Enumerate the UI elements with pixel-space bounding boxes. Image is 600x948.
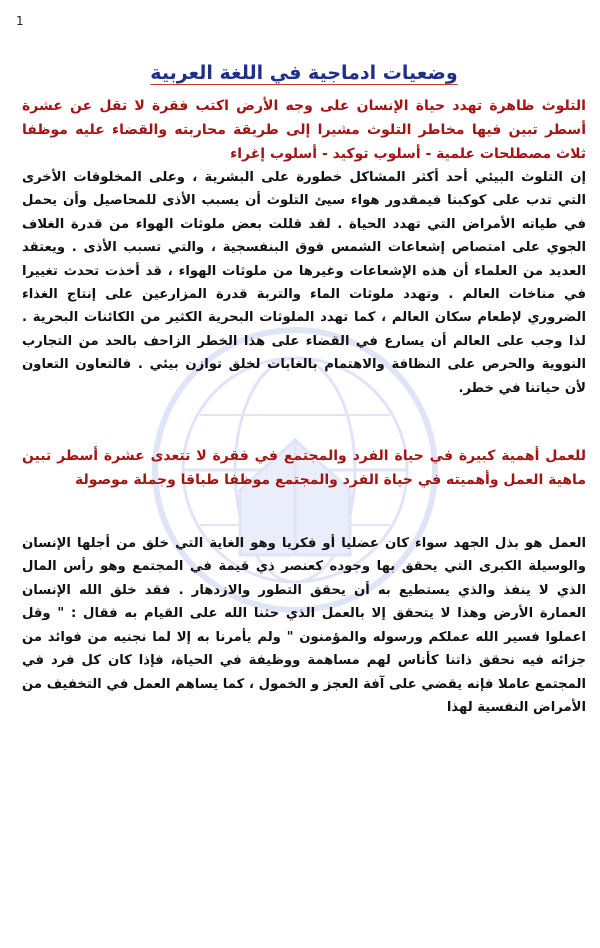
situation-2-answer: العمل هو بذل الجهد سواء كان عضليا أو فكريا وهو الغاية التي خلق من أجلها الإنسان والوسيلة الكبرى التي يحقق بها وجوده كعنصر ذي قيمة في المجتمع وهو رأس المال الذي لا ينفذ والذي يستطيع به أن يحقق التطور والازدهار . فقد خلق الله الإنسان العمارة الأرض وهذا لا يتحقق إلا بالعمل الذي حثنا الله على القيام به فقال : " وقل اعملوا فسير الله عملكم ورسوله والمؤمنون " ولم يأمرنا به إلا لما نجنيه من فوائد من جزائه فيه نحقق ذاتنا كأناس لهم مساهمة ووظيفة في الحياة، فإذا كان كل فرد في المجتمع عاملا فإنه يقضي على آفة العجز و الخمول ، كما يساهم العمل في التخفيف من الأمراض النفسية لهذا	[22, 536, 586, 715]
page-number: 1	[16, 14, 24, 28]
situation-2-prompt: للعمل أهمية كبيرة في حياة الفرد والمجتمع في فقرة لا تتعدى عشرة أسطر تبين ماهية العمل وأهميته في حياة الفرد والمجتمع موظفا طباقا وجملة موصولة	[22, 448, 586, 489]
situation-1-prompt: التلوث ظاهرة تهدد حياة الإنسان على وجه الأرض اكتب فقرة لا تقل عن عشرة أسطر تبين فيها مخاطر التلوث مشيرا إلى طريقة محاربته والقضاء عليه موظفا ثلاث مصطلحات علمية - أسلوب توكيد - أسلوب إغراء	[22, 98, 586, 162]
situation-1-answer: إن التلوث البيئي أحد أكثر المشاكل خطورة على البشرية ، وعلى المخلوقات الأخرى التي تدب على كوكبنا فيمقدور هواء سيئ التلوث أن يسبب الأذى للمحاصيل وأن يحمل في طياته الأمراض التي تهدد الحياة . لقد قللت بعض ملوثات الهواء من قدرة الغلاف الجوي على امتصاص إشعاعات الشمس فوق البنفسجية ، والتي تسبب الأذى . ويعتقد العديد من العلماء أن هذه الإشعاعات وغيرها من ملوثات الهواء ، قد أخذت تحدث تغييرا في مناخات العالم . وتهدد ملوثات الماء والتربة قدرة المزارعين على إنتاج الغذاء الضروري لإطعام سكان العالم ، كما تهدد الملوثات البحرية الكثير من الكائنات البحرية . لذا وجب على العالم أن يسارع في القضاء على هذا الخطر الزاحف بالحد من التجارب النووية والحرص على النظافة والاهتمام بالغابات لخلق توازن بيئي . فالتعاون التعاون لأن حياتنا في خطر.	[22, 170, 586, 396]
document-body	[22, 58, 586, 719]
page-title: وضعيات ادماجية في اللغة العربية	[150, 62, 458, 84]
